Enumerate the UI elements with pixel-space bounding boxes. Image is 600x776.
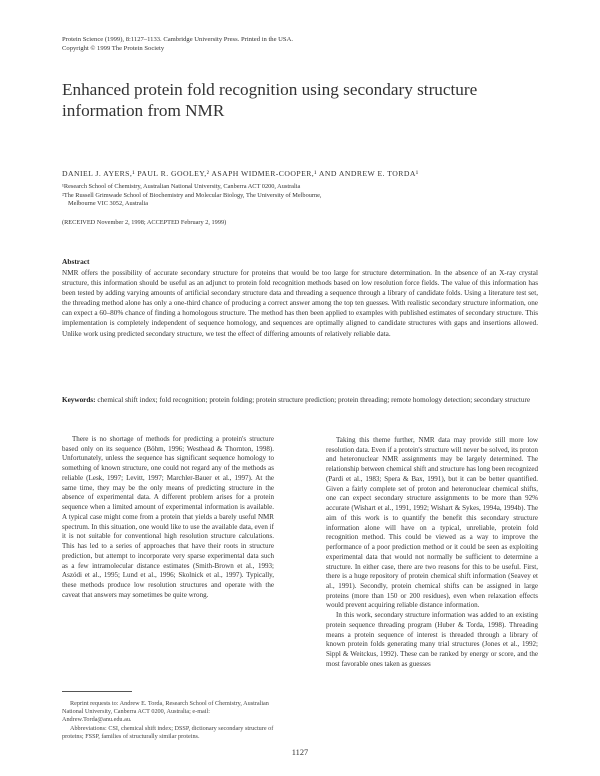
affiliation-2-cont: Melbourne VIC 3052, Australia (68, 200, 148, 208)
affiliation-1: ¹Research School of Chemistry, Australian National University, Canberra ACT 0200, Australia (62, 183, 301, 190)
author-list: DANIEL J. AYERS,¹ PAUL R. GOOLEY,² ASAPH WIDMER-COOPER,¹ AND ANDREW E. TORDA¹ (62, 169, 419, 178)
footnotes (62, 700, 274, 741)
journal-line-1: Protein Science (1999), 8:1127–1133. Cambridge University Press. Printed in the USA. (62, 36, 293, 43)
journal-line-2: Copyright © 1999 The Protein Society (62, 44, 165, 52)
paper-title: Enhanced protein fold recognition using secondary structure information from NMR (62, 80, 478, 120)
page-number: 1127 (291, 748, 309, 757)
abstract-heading: Abstract (62, 257, 90, 266)
affiliations (62, 183, 322, 209)
journal-citation (62, 36, 293, 53)
keywords (62, 395, 538, 405)
body-column-left (62, 435, 274, 600)
keywords-text: chemical shift index; fold recognition; protein folding; protein structure prediction; protein threading; remote homology detection; secondary structure (97, 396, 531, 404)
body-paragraph: In this work, secondary structure information was added to an existing protein sequence threading program (Huber & Torda, 1998). Threading means a protein sequence of interest is threaded through a library of known protein folds generating many trial structures (Jones et al., 1992; Sippl & Weitckus, 1992). These can be ranked by energy or score, and the most favorable ones taken as guesses (326, 611, 538, 668)
footnote-divider (62, 691, 132, 692)
body-column-right (326, 436, 538, 670)
footnote-abbreviations: Abbreviations: CSI, chemical shift index; DSSP, dictionary secondary structure of proteins; FSSP, families of structurally similar proteins. (62, 724, 274, 740)
keywords-label: Keywords: (62, 396, 96, 404)
body-paragraph: Taking this theme further, NMR data may provide still more low resolution data. Even if a protein's structure will never be solved, its proton and heteronuclear NMR assignments may be largely determined. The relationship between chemical shift and structure has long been recognized (Pardi et al., 1983; Spera & Bax, 1991), but it can be better quantified. Given a fairly complete set of proton and heteronuclear chemical shifts, one can expect secondary structure assignments to be more than 92% accurate (Wishart et al., 1991, 1992; Wishart & Sykes, 1994a, 1994b). The aim of this work is to quantify the benefit this secondary structure information alone will have on a typical, unreliable, protein fold recognition method. This could be viewed as a way to improve the performance of a poor prediction method or it could be seen as exploiting experimental data that would not normally be sufficient to determine a structure. In either case, there are two reasons for this to be useful. First, there is a huge repository of protein chemical shift information (Seavey et al., 1991). Secondly, protein chemical shifts can be assigned in large proteins (more than 150 or 200 residues), even when relaxation effects would prevent acquiring reliable distance information. (326, 436, 538, 610)
abstract-text: NMR offers the possibility of accurate secondary structure for proteins that would be too large for structure determination. In the absence of an X-ray crystal structure, this information should be useful as an adjunct to protein fold recognition methods based on low resolution force fields. The value of this information has been tested by adding varying amounts of artificial secondary structure data and threading a sequence through a library of candidate folds. Using a literature test set, the threading method alone has only a one-third chance of producing a correct answer among the top ten guesses. With realistic secondary structure information, one can expect a 60–80% chance of finding a homologous structure. The method has then been applied to examples with published estimates of secondary structure. This implementation is completely independent of sequence homology, and sequences are optimally aligned to candidate structures with gaps and insertions allowed. Unlike work using predicted secondary structure, we test the effect of differing amounts of relatively reliable data. (62, 269, 538, 338)
received-dates: (RECEIVED November 2, 1998; ACCEPTED February 2, 1999) (62, 219, 227, 226)
footnote-reprint: Reprint requests to: Andrew E. Torda, Research School of Chemistry, Australian National University, Canberra ACT 0200, Australia; e-mail: Andrew.Torda@anu.edu.au. (62, 700, 269, 724)
affiliation-2: ²The Russell Grimwade School of Biochemistry and Molecular Biology, The University of Melbourne, (62, 191, 322, 199)
body-paragraph: There is no shortage of methods for predicting a protein's structure based only on its sequence (Böhm, 1996; Westhead & Thornton, 1998). Unfortunately, unless the sequence has significant sequence homology to something of known structure, one could not regard any of the methods as reliable (Lesk, 1997; Levitt, 1997; Marchler-Bauer et al., 1997). At the same time, they may be the only means of predicting structure in the absence of experimental data. A different problem arises for a protein sequence when a limited amount of experimental information is available. A typical case might come from a protein that yields a barely useful NMR spectrum. In this situation, one would like to use the available data, even if it is not suitable for conventional high resolution structure calculations. This has led to a series of approaches that have their roots in structure prediction, but attempt to incorporate very sparse experimental data such as a few intramolecular distance estimates (Smith-Brown et al., 1993; Aszódi et al., 1995; Lund et al., 1996; Skolnick et al., 1997). Typically, these methods produce low resolution structures and operate with the caveat that answers may sometimes be quite wrong. (62, 435, 274, 599)
